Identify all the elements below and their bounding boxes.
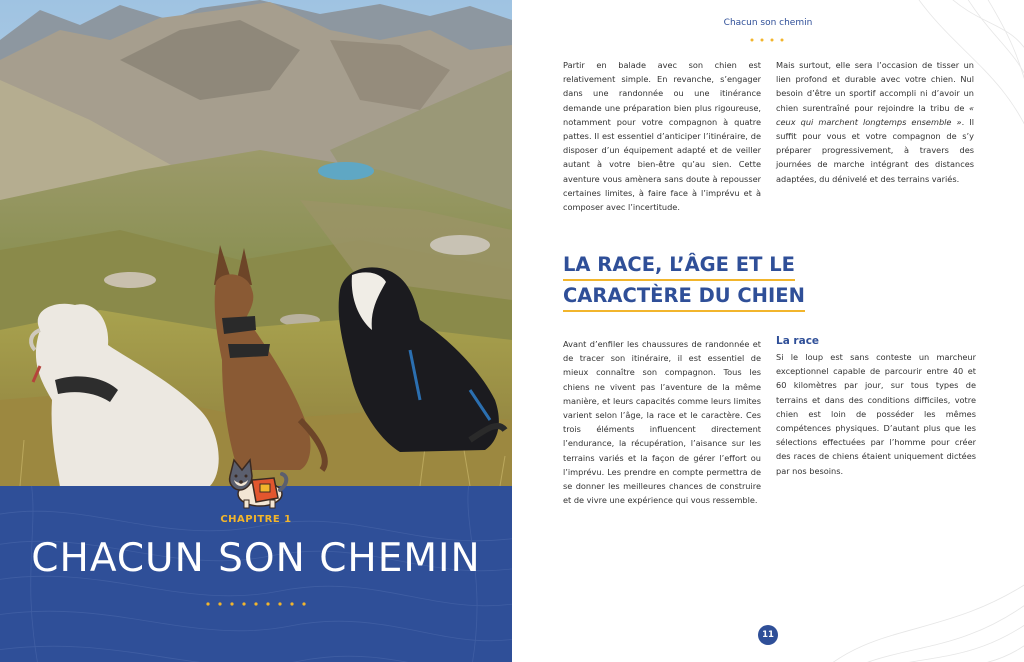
chapter-label: CHAPITRE 1 (220, 514, 292, 525)
subheading-la-race: La race (776, 335, 820, 347)
mountain-dogs-photo (0, 0, 512, 486)
intro-paragraph-2 (776, 58, 974, 186)
intro-text-after-quote: . Il suffit pour vous et votre compagnon de s’y préparer progressivement, à travers des journées de marche intégrant des distances adaptées, du dénivelé et des terrains variés. (776, 116, 974, 184)
dot-divider-decoration (749, 37, 785, 43)
section-column-1 (563, 337, 761, 507)
intro-text-before-quote: Mais surtout, elle sera l’occasion de tisser un lien profond et durable avec votre chien. Nul besoin d’être un sportif accompli ni d’avoir un chien surentraîné pour rejoindre la tribu de (776, 60, 974, 113)
section-title-line-2: CARACTÈRE DU CHIEN (563, 281, 805, 312)
section-title (563, 250, 863, 312)
intro-column-2 (776, 58, 974, 186)
page-number: 11 (758, 625, 778, 645)
intro-quote: « ceux qui marchent longtemps ensemble » (776, 102, 974, 127)
right-page (512, 0, 1024, 662)
chapter-title: CHACUN SON CHEMIN (31, 536, 481, 581)
running-head: Chacun son chemin (723, 18, 813, 28)
husky-with-backpack-icon (222, 454, 290, 510)
section-paragraph-2: Si le loup est sans conteste un marcheur exceptionnel capable de parcourir entre 40 et 60 kilomètres par jour, sur tous types de terrains et dans des conditions difficiles, votre chien est loin de posséder les mêmes compétences physiques. D’autant plus que les sélections effectuées par l’homme pour créer des races de chiens étaient uniquement dictées par nos besoins. (776, 352, 976, 476)
section-title-line-1: LA RACE, L’ÂGE ET LE (563, 250, 795, 281)
section-paragraph-1: Avant d’enfiler les chaussures de randonnée et de tracer son itinéraire, il est essentiel de mieux connaître son compagnon. Tous les chiens ne vivent pas l’aventure de la même manière, et leurs capacités comme leurs limites varient selon l’âge, la race et le caractère. Ces trois éléments influencent directement l’endurance, la récupération, l’aisance sur les terrains variés et la façon de gérer l’effort ou l’imprévu. Les prendre en compte permettra de se donner les meilleures chances de construire et de vivre une expérience qui vous ressemble. (563, 339, 761, 506)
intro-paragraph-1: Partir en balade avec son chien est relativement simple. En revanche, s’engager dans une randonnée ou une itinérance demande une préparation bien plus rigoureuse, notamment pour votre compagnon à quatre pattes. Il est essentiel d’anticiper l’itinéraire, de disposer d’un équipement adapté et de veiller autant à votre bien-être qu’au sien. Cette aventure vous amènera sans doute à repousser certaines limites, à faire face à l’imprévu et à composer avec l’incertitude. (563, 60, 761, 213)
intro-column-1 (563, 58, 761, 214)
section-column-2 (776, 334, 976, 478)
dot-divider-decoration (204, 600, 308, 608)
chapter-band (0, 486, 512, 662)
